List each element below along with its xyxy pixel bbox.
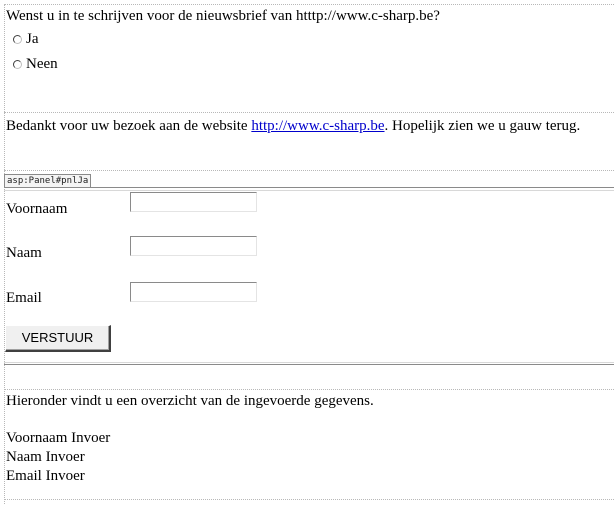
summary-lastname: Naam Invoer [6,449,85,465]
panel-inner-bottom [4,362,614,363]
lastname-input[interactable] [130,236,257,256]
section-divider-1 [4,112,614,113]
radio-label-ja: Ja [26,30,39,47]
email-label: Email [6,290,42,306]
submit-button[interactable]: VERSTUUR [5,325,111,352]
section-divider-top [4,4,614,5]
radio-button-neen[interactable] [13,60,22,69]
email-input[interactable] [130,282,257,302]
website-link[interactable]: http://www.c-sharp.be [251,118,385,134]
radio-option-neen[interactable] [13,55,58,73]
radio-option-ja[interactable] [13,30,39,48]
newsletter-question: Wenst u in te schrijven voor de nieuwsbrief van htttp://www.c-sharp.be? [6,8,440,24]
panel-inner-top [4,190,614,191]
firstname-input[interactable] [130,192,257,212]
lastname-label: Naam [6,245,42,261]
section-divider-3 [4,389,614,390]
section-divider-bottom [4,499,614,500]
radio-label-neen: Neen [26,55,58,72]
firstname-label: Voornaam [6,201,68,217]
summary-intro: Hieronder vindt u een overzicht van de ingevoerde gegevens. [6,393,374,409]
thanks-suffix: . Hopelijk zien we u gauw terug. [384,118,581,134]
summary-email: Email Invoer [6,468,85,484]
section-divider-2 [4,170,614,171]
panel-designer-tag: asp:Panel#pnlJa [4,174,91,187]
thanks-prefix: Bedankt voor uw bezoek aan de website [6,118,252,134]
thanks-message [6,118,580,135]
radio-button-ja[interactable] [13,35,22,44]
summary-firstname: Voornaam Invoer [6,430,111,446]
